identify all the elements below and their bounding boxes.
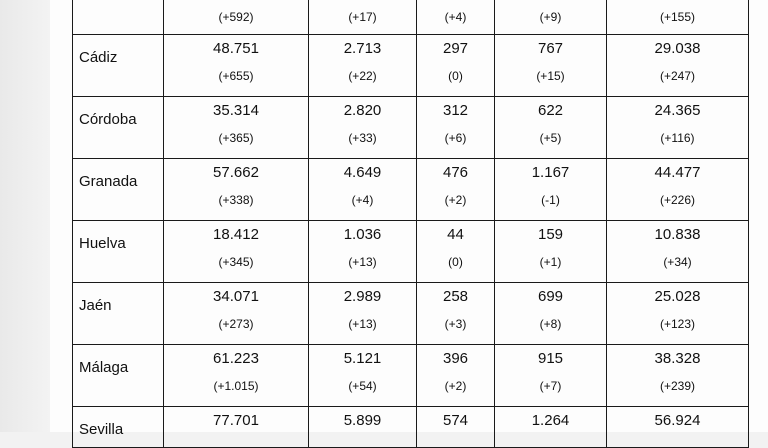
data-cell	[417, 97, 495, 159]
delta-value: (+1.015)	[213, 379, 259, 393]
province-name: Córdoba	[79, 111, 137, 128]
delta-value: (-1)	[541, 193, 560, 207]
delta-value: (+15)	[536, 69, 565, 83]
delta-value: (+4)	[444, 10, 467, 24]
delta-value: (+592)	[218, 10, 254, 24]
data-cell	[495, 159, 607, 221]
delta-value: (+34)	[663, 255, 692, 269]
table-row	[73, 159, 749, 221]
cell-value: 767	[537, 40, 564, 57]
data-cell	[417, 35, 495, 97]
cell-value: 5.121	[343, 350, 382, 367]
cell-value: 44.477	[654, 164, 701, 181]
cell-value: 29.038	[654, 40, 701, 57]
data-cell	[495, 97, 607, 159]
data-cell	[607, 345, 749, 407]
delta-value: (+2)	[444, 379, 467, 393]
delta-value: (+4)	[351, 193, 374, 207]
data-cell	[164, 283, 309, 345]
table-row	[73, 221, 749, 283]
cell-value: 10.838	[654, 226, 701, 243]
data-cell	[164, 345, 309, 407]
table-row	[73, 35, 749, 97]
delta-value: (+13)	[348, 317, 377, 331]
province-cell	[73, 407, 164, 448]
cell-value: 312	[442, 102, 469, 119]
delta-value: (+338)	[218, 193, 254, 207]
data-cell	[495, 221, 607, 283]
delta-value: (+655)	[218, 69, 254, 83]
data-cell	[309, 0, 417, 35]
province-name: Granada	[79, 173, 138, 190]
cell-value: 574	[442, 412, 469, 429]
cell-value: 24.365	[654, 102, 701, 119]
cell-value: 57.662	[213, 164, 259, 181]
cell-value: 1.036	[343, 226, 382, 243]
cell-value: 476	[442, 164, 469, 181]
cell-value: 5.899	[343, 412, 382, 429]
delta-value: (+365)	[218, 131, 254, 145]
cell-value: 56.924	[654, 412, 701, 429]
delta-value: (+116)	[660, 131, 695, 145]
delta-value: (+273)	[218, 317, 254, 331]
province-name: Cádiz	[79, 49, 118, 66]
province-cell	[73, 35, 164, 97]
table-row	[73, 97, 749, 159]
delta-value: (+226)	[659, 193, 696, 207]
data-cell	[607, 407, 749, 448]
data-cell	[309, 345, 417, 407]
data-cell	[495, 0, 607, 35]
cell-value: 396	[442, 350, 469, 367]
document-page	[50, 0, 768, 438]
data-cell	[164, 221, 309, 283]
cell-value: 2.989	[343, 288, 382, 305]
cell-value: 1.167	[531, 164, 570, 181]
data-cell	[607, 35, 749, 97]
data-cell	[417, 0, 495, 35]
cell-value: 18.412	[213, 226, 259, 243]
page-margin	[0, 0, 50, 432]
cell-value: 61.223	[213, 350, 259, 367]
province-cell	[73, 159, 164, 221]
delta-value: (+6)	[444, 131, 467, 145]
delta-value: (+1)	[539, 255, 562, 269]
province-cell	[73, 0, 164, 35]
data-cell	[417, 345, 495, 407]
data-cell	[164, 97, 309, 159]
cell-value: 4.649	[343, 164, 382, 181]
delta-value: (+8)	[539, 317, 562, 331]
data-cell	[309, 407, 417, 448]
data-cell	[607, 97, 749, 159]
data-cell	[495, 345, 607, 407]
data-cell	[164, 407, 309, 448]
delta-value: (+155)	[659, 10, 696, 24]
delta-value: (+13)	[348, 255, 377, 269]
delta-value: (+3)	[444, 317, 467, 331]
delta-value: (+123)	[659, 317, 696, 331]
data-cell	[417, 221, 495, 283]
delta-value: (+5)	[539, 131, 562, 145]
cell-value: 2.820	[343, 102, 382, 119]
cell-value: 159	[537, 226, 564, 243]
data-cell	[607, 159, 749, 221]
province-cell	[73, 97, 164, 159]
cell-value: 297	[442, 40, 469, 57]
data-cell	[495, 35, 607, 97]
cell-value: 77.701	[213, 412, 259, 429]
data-cell	[164, 35, 309, 97]
cell-value: 915	[537, 350, 564, 367]
data-cell	[417, 159, 495, 221]
delta-value: (+247)	[659, 69, 696, 83]
data-cell	[495, 283, 607, 345]
delta-value: (+345)	[218, 255, 254, 269]
cell-value: 699	[537, 288, 564, 305]
delta-value: (+7)	[539, 379, 562, 393]
data-cell	[607, 283, 749, 345]
data-cell	[164, 0, 309, 35]
cell-value: 258	[442, 288, 469, 305]
province-name: Sevilla	[79, 421, 124, 438]
data-cell	[417, 283, 495, 345]
cell-value: 34.071	[213, 288, 259, 305]
cell-value: 48.751	[213, 40, 259, 57]
delta-value: (+2)	[444, 193, 467, 207]
delta-value: (0)	[448, 255, 463, 269]
table-row	[73, 0, 749, 35]
province-name: Huelva	[79, 235, 126, 252]
cell-value: 25.028	[654, 288, 701, 305]
delta-value: (0)	[448, 69, 463, 83]
province-data-table	[72, 0, 749, 448]
delta-value: (+33)	[348, 131, 377, 145]
delta-value: (+9)	[539, 10, 562, 24]
delta-value: (+239)	[659, 379, 696, 393]
data-cell	[417, 407, 495, 448]
data-cell	[309, 221, 417, 283]
province-cell	[73, 283, 164, 345]
province-cell	[73, 221, 164, 283]
data-cell	[495, 407, 607, 448]
table-row	[73, 283, 749, 345]
cell-value: 38.328	[654, 350, 701, 367]
data-cell	[309, 35, 417, 97]
province-name: Jaén	[79, 297, 112, 314]
province-cell	[73, 345, 164, 407]
data-cell	[309, 159, 417, 221]
province-name: Málaga	[79, 359, 129, 376]
data-cell	[607, 221, 749, 283]
table-row	[73, 345, 749, 407]
data-cell	[309, 97, 417, 159]
cell-value: 1.264	[531, 412, 570, 429]
cell-value: 622	[537, 102, 564, 119]
cell-value: 44	[447, 226, 464, 243]
delta-value: (+17)	[348, 10, 377, 24]
data-cell	[164, 159, 309, 221]
cell-value: 35.314	[213, 102, 259, 119]
cell-value: 2.713	[343, 40, 382, 57]
data-cell	[607, 0, 749, 35]
table-row	[73, 407, 749, 448]
data-cell	[309, 283, 417, 345]
delta-value: (+22)	[348, 69, 377, 83]
delta-value: (+54)	[348, 379, 377, 393]
